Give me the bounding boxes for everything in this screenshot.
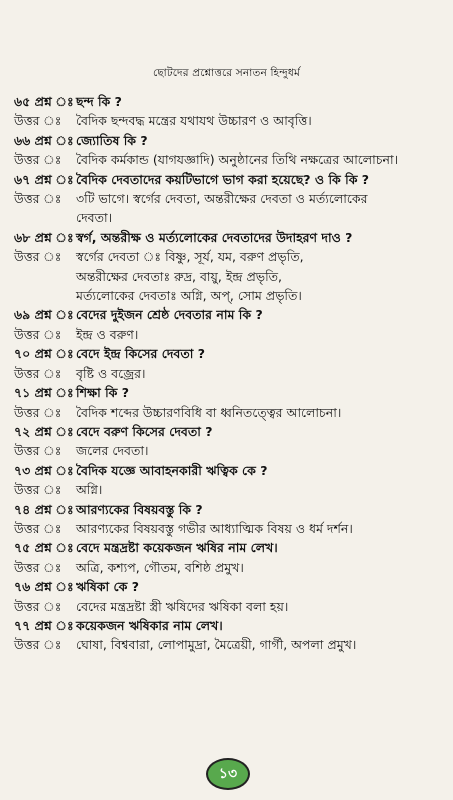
answer-label: উত্তর ঃ	[14, 249, 62, 265]
question-label: ৭১ প্রশ্ন ঃ	[14, 385, 74, 401]
answer-text: বৈদিক ছন্দবদ্ধ মন্ত্রের যথাযথ উচ্চারণ ও আবৃত্তি।	[76, 113, 312, 129]
question-text: বেদে মন্ত্রদ্রষ্টা কয়েকজন ঋষির নাম লেখ।	[76, 540, 278, 556]
page-header: ছোটদের প্রশ্নোত্তরে সনাতন হিন্দুধর্ম	[153, 67, 300, 79]
question-label: ৭০ প্রশ্ন ঃ	[14, 346, 74, 362]
answer-label: উত্তর ঃ	[14, 482, 62, 498]
answer-label: উত্তর ঃ	[14, 113, 62, 129]
question-label: ৬৬ প্রশ্ন ঃ	[14, 132, 74, 148]
answer-label: উত্তর ঃ	[14, 365, 62, 381]
qa-item-67	[14, 170, 444, 228]
question-text: ছন্দ কি ?	[76, 94, 122, 109]
answer-text: ৩টি ভাগে। স্বর্গের দেবতা, অন্তরীক্ষের দেবতা ও মর্ত্যলোকের	[76, 191, 368, 207]
question-label: ৭২ প্রশ্ন ঃ	[14, 423, 74, 439]
answer-label: উত্তর ঃ	[14, 598, 62, 614]
answer-label: উত্তর ঃ	[14, 520, 62, 536]
page-number-badge: ১৩	[206, 758, 250, 790]
qa-item-75	[14, 538, 444, 577]
answer-text: অগ্নি।	[76, 482, 103, 498]
qa-item-68	[14, 228, 444, 306]
qa-item-71	[14, 383, 444, 422]
answer-text: বৃষ্টি ও বজ্রের।	[76, 365, 146, 381]
question-text: কয়েকজন ঋষিকার নাম লেখ।	[76, 617, 223, 633]
answer-text: স্বর্গের দেবতা ঃ বিষ্ণু, সূর্য, যম, বরুণ প্রভৃতি,	[76, 249, 304, 265]
question-text: বেদে বরুণ কিসের দেবতা ?	[76, 423, 213, 439]
question-text: বেদের দুইজন শ্রেষ্ঠ দেবতার নাম কি ?	[76, 307, 263, 323]
answer-label: উত্তর ঃ	[14, 191, 62, 207]
answer-text: বেদের মন্ত্রদ্রষ্টা স্ত্রী ঋষিদের ঋষিকা বলা হয়।	[76, 598, 289, 614]
answer-text-continued: মর্ত্যলোকের দেবতাঃ অগ্নি, অপ্‌, সোম প্রভৃতি।	[76, 288, 302, 304]
answer-text-continued: অন্তরীক্ষের দেবতাঃ রুদ্র, বায়ু, ইন্দ্র প্রভৃতি,	[76, 268, 283, 284]
question-text: জ্যোতিষ কি ?	[76, 132, 148, 148]
qa-list	[14, 92, 444, 655]
answer-text-continued: দেবতা।	[76, 210, 113, 226]
qa-item-69	[14, 305, 444, 344]
question-label: ৭৩ প্রশ্ন ঃ	[14, 462, 74, 478]
answer-text: ঘোষা, বিশ্ববারা, লোপামুদ্রা, মৈত্রেয়ী, গার্গী, অপলা প্রমুখ।	[76, 637, 357, 653]
answer-text: বৈদিক কর্মকান্ড (যাগযজ্ঞাদি) অনুষ্ঠানের তিথি নক্ষত্রের আলোচনা।	[76, 152, 399, 168]
qa-item-74	[14, 500, 444, 539]
qa-item-76	[14, 577, 444, 616]
question-text: বৈদিক দেবতাদের কয়টিভাগে ভাগ করা হয়েছে? ও কি কি ?	[76, 171, 370, 187]
answer-text: আরণ্যকের বিষয়বস্তু গভীর আধ্যাত্মিক বিষয় ও ধর্ম দর্শন।	[76, 520, 353, 536]
question-label: ৭৫ প্রশ্ন ঃ	[14, 540, 74, 556]
answer-label: উত্তর ঃ	[14, 152, 62, 168]
question-text: বৈদিক যজ্ঞে আবাহনকারী ঋত্বিক কে ?	[76, 462, 268, 478]
answer-label: উত্তর ঃ	[14, 404, 62, 420]
question-label: ৭৭ প্রশ্ন ঃ	[14, 617, 74, 633]
answer-label: উত্তর ঃ	[14, 559, 62, 575]
qa-item-72	[14, 422, 444, 461]
answer-label: উত্তর ঃ	[14, 326, 62, 342]
answer-text: ইন্দ্র ও বরুণ।	[76, 326, 139, 342]
question-label: ৬৮ প্রশ্ন ঃ	[14, 229, 74, 245]
question-text: আরণ্যকের বিষয়বস্তু কি ?	[76, 501, 203, 517]
question-text: বেদে ইন্দ্র কিসের দেবতা ?	[76, 346, 205, 362]
qa-item-77	[14, 616, 444, 655]
question-text: স্বর্গ, অন্তরীক্ষ ও মর্ত্যলোকের দেবতাদের উদাহরণ দাও ?	[76, 229, 353, 245]
answer-text: অত্রি, কশ্যপ, গৌতম, বশিষ্ঠ প্রমুখ।	[76, 559, 244, 575]
question-label: ৬৭ প্রশ্ন ঃ	[14, 171, 74, 187]
qa-item-73	[14, 461, 444, 500]
question-text: ঋষিকা কে ?	[76, 579, 139, 595]
question-label: ৬৫ প্রশ্ন ঃ	[14, 94, 74, 109]
answer-label: উত্তর ঃ	[14, 443, 62, 459]
question-text: শিক্ষা কি ?	[76, 385, 129, 401]
question-label: ৭৪ প্রশ্ন ঃ	[14, 501, 74, 517]
answer-text: জলের দেবতা।	[76, 443, 149, 459]
qa-item-65	[14, 92, 444, 131]
answer-label: উত্তর ঃ	[14, 637, 62, 653]
question-label: ৭৬ প্রশ্ন ঃ	[14, 579, 74, 595]
question-label: ৬৯ প্রশ্ন ঃ	[14, 307, 74, 323]
qa-item-70	[14, 344, 444, 383]
answer-text: বৈদিক শব্দের উচ্চারণবিধি বা ধ্বনিতত্ত্বের আলোচনা।	[76, 404, 342, 420]
qa-item-66	[14, 131, 444, 170]
